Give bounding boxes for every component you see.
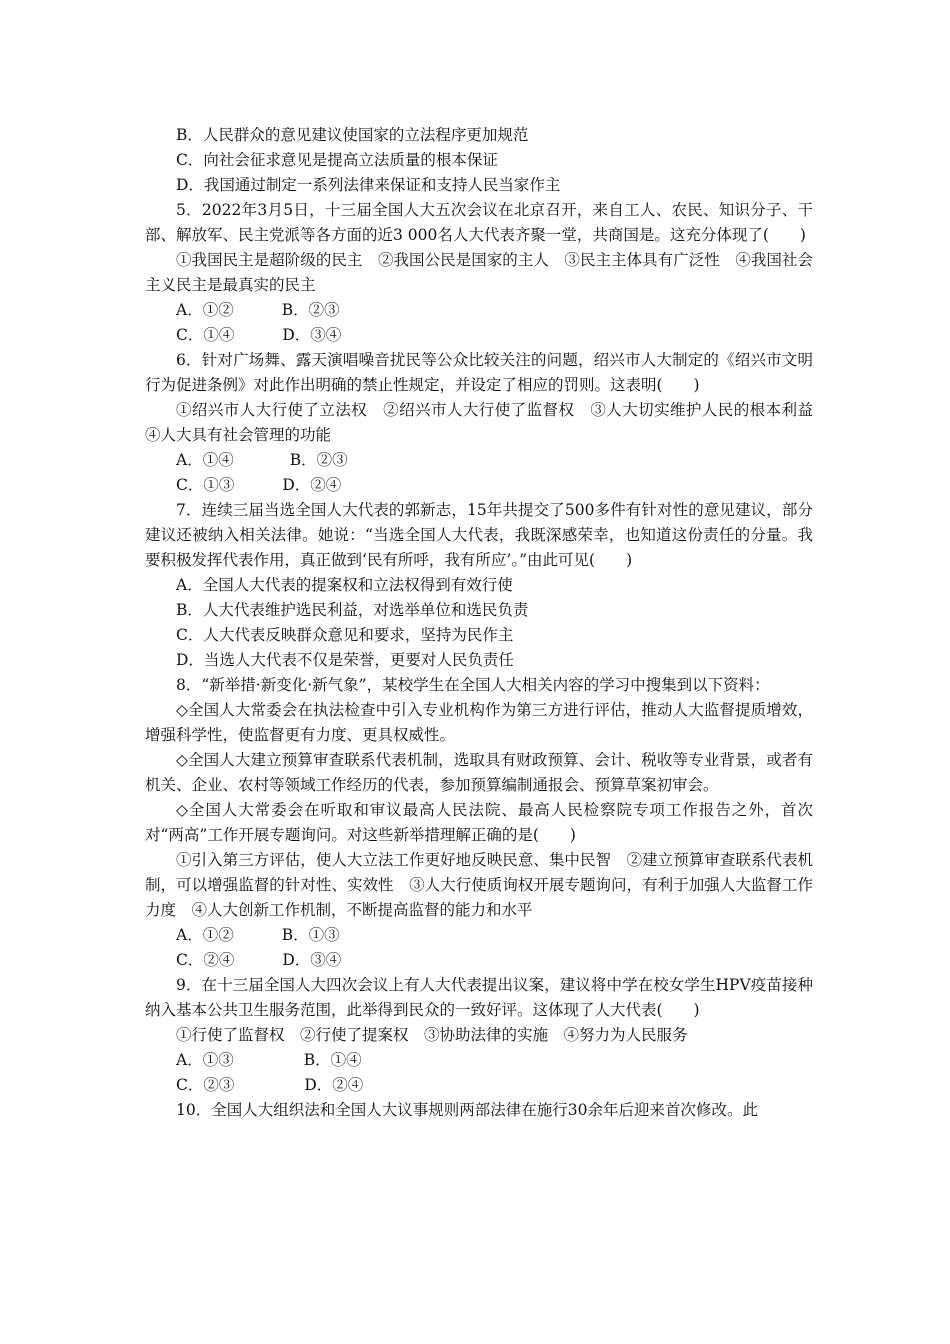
question-8-material-2: ◇全国人大建立预算审查联系代表机制，选取具有财政预算、会计、税收等专业背景，或者有机关、企业、农村等领域工作经历的代表，参加预算编制通报会、预算草案初审会。 [145,751,813,794]
question-5-option-d: D．③④ [282,326,342,344]
question-7-option-d: D．当选人大代表不仅是荣誉，更要对人民负责任 [176,651,514,669]
question-8-option-a: A．①② [176,926,234,944]
question-6-option-c: C．①③ [176,476,235,494]
question-8-material-1: ◇全国人大常委会在执法检查中引入专业机构作为第三方进行评估，推动人大监督提质增效，增强科学性，使监督更有力度、更具权威性。 [145,701,813,744]
question-5-option-c: C．①④ [176,326,235,344]
question-8-option-b: B．①③ [281,926,340,944]
question-9-option-a: A．①③ [176,1051,234,1069]
question-7-option-a: A．全国人大代表的提案权和立法权得到有效行使 [176,576,513,594]
question-5-options-row-2 [145,323,813,348]
question-8-stem: 8．“新举措·新变化·新气象”，某校学生在全国人大相关内容的学习中搜集到以下资料： [176,676,770,694]
question-5-option-a: A．①② [176,301,234,319]
question-9-options-row-2 [145,1073,813,1098]
question-7-option-c: C．人大代表反映群众意见和要求，坚持为民作主 [176,626,514,644]
question-4-option-d: D．我国通过制定一系列法律来保证和支持人民当家作主 [176,176,561,194]
question-8-statements: ①引入第三方评估，使人大立法工作更好地反映民意、集中民智 ②建立预算审查联系代表机制，可以增强监督的针对性、实效性 ③人大行使质询权开展专题询问，有利于加强人大监督工作力度 ④人大创新工作机制，不断提高监督的能力和水平 [145,851,813,919]
question-4-option-b: B．人民群众的意见建议使国家的立法程序更加规范 [176,126,529,144]
question-5-option-b: B．②③ [281,301,340,319]
question-9-option-b: B．①④ [303,1051,362,1069]
question-9-options-row-1 [145,1048,813,1073]
document-page [145,123,829,1123]
question-9-option-d: D．②④ [304,1076,364,1094]
question-8-material-3: ◇全国人大常委会在听取和审议最高人民法院、最高人民检察院专项工作报告之外，首次对“两高”工作开展专题询问。对这些新举措理解正确的是( ) [145,801,813,844]
question-6-options-row-1 [145,448,813,473]
question-8-option-d: D．③④ [282,951,342,969]
question-8-options-row-2 [145,948,813,973]
question-6-options-row-2 [145,473,813,498]
question-7-option-b: B．人大代表维护选民利益，对选举单位和选民负责 [176,601,529,619]
question-5-stem: 5．2022年3月5日，十三届全国人大五次会议在北京召开，来自工人、农民、知识分子、干部、解放军、民主党派等各方面的近3 000名人大代表齐聚一堂，共商国是。这充分体现了( ) [145,201,813,244]
question-5-options-row-1 [145,298,813,323]
question-6-option-a: A．①④ [176,451,234,469]
question-8-options-row-1 [145,923,813,948]
question-9-option-c: C．②③ [176,1076,235,1094]
question-6-option-d: D．②④ [282,476,342,494]
question-9-stem: 9．在十三届全国人大四次会议上有人大代表提出议案，建议将中学在校女学生HPV疫苗接种纳入基本公共卫生服务范围，此举得到民众的一致好评。这体现了人大代表( ) [145,976,813,1019]
question-6-stem: 6．针对广场舞、露天演唱噪音扰民等公众比较关注的问题，绍兴市人大制定的《绍兴市文明行为促进条例》对此作出明确的禁止性规定，并设定了相应的罚则。这表明( ) [145,351,813,394]
question-10-stem: 10．全国人大组织法和全国人大议事规则两部法律在施行30余年后迎来首次修改。此 [176,1101,758,1119]
question-6-option-b: B．②③ [289,451,348,469]
question-4-option-c: C．向社会征求意见是提高立法质量的根本保证 [176,151,498,169]
question-7-stem: 7．连续三届当选全国人大代表的郭新志，15年共提交了500多件有针对性的意见建议，部分建议还被纳入相关法律。她说：“当选全国人大代表，我既深感荣幸，也知道这份责任的分量。我要积极发挥代表作用，真正做到‘民有所呼，我有所应’。”由此可见( ) [145,501,813,569]
question-6-statements: ①绍兴市人大行使了立法权 ②绍兴市人大行使了监督权 ③人大切实维护人民的根本利益 ④人大具有社会管理的功能 [145,401,829,444]
question-5-statements: ①我国民主是超阶级的民主 ②我国公民是国家的主人 ③民主主体具有广泛性 ④我国社会主义民主是最真实的民主 [145,251,813,294]
question-9-statements: ①行使了监督权 ②行使了提案权 ③协助法律的实施 ④努力为人民服务 [176,1026,688,1044]
question-8-option-c: C．②④ [176,951,235,969]
